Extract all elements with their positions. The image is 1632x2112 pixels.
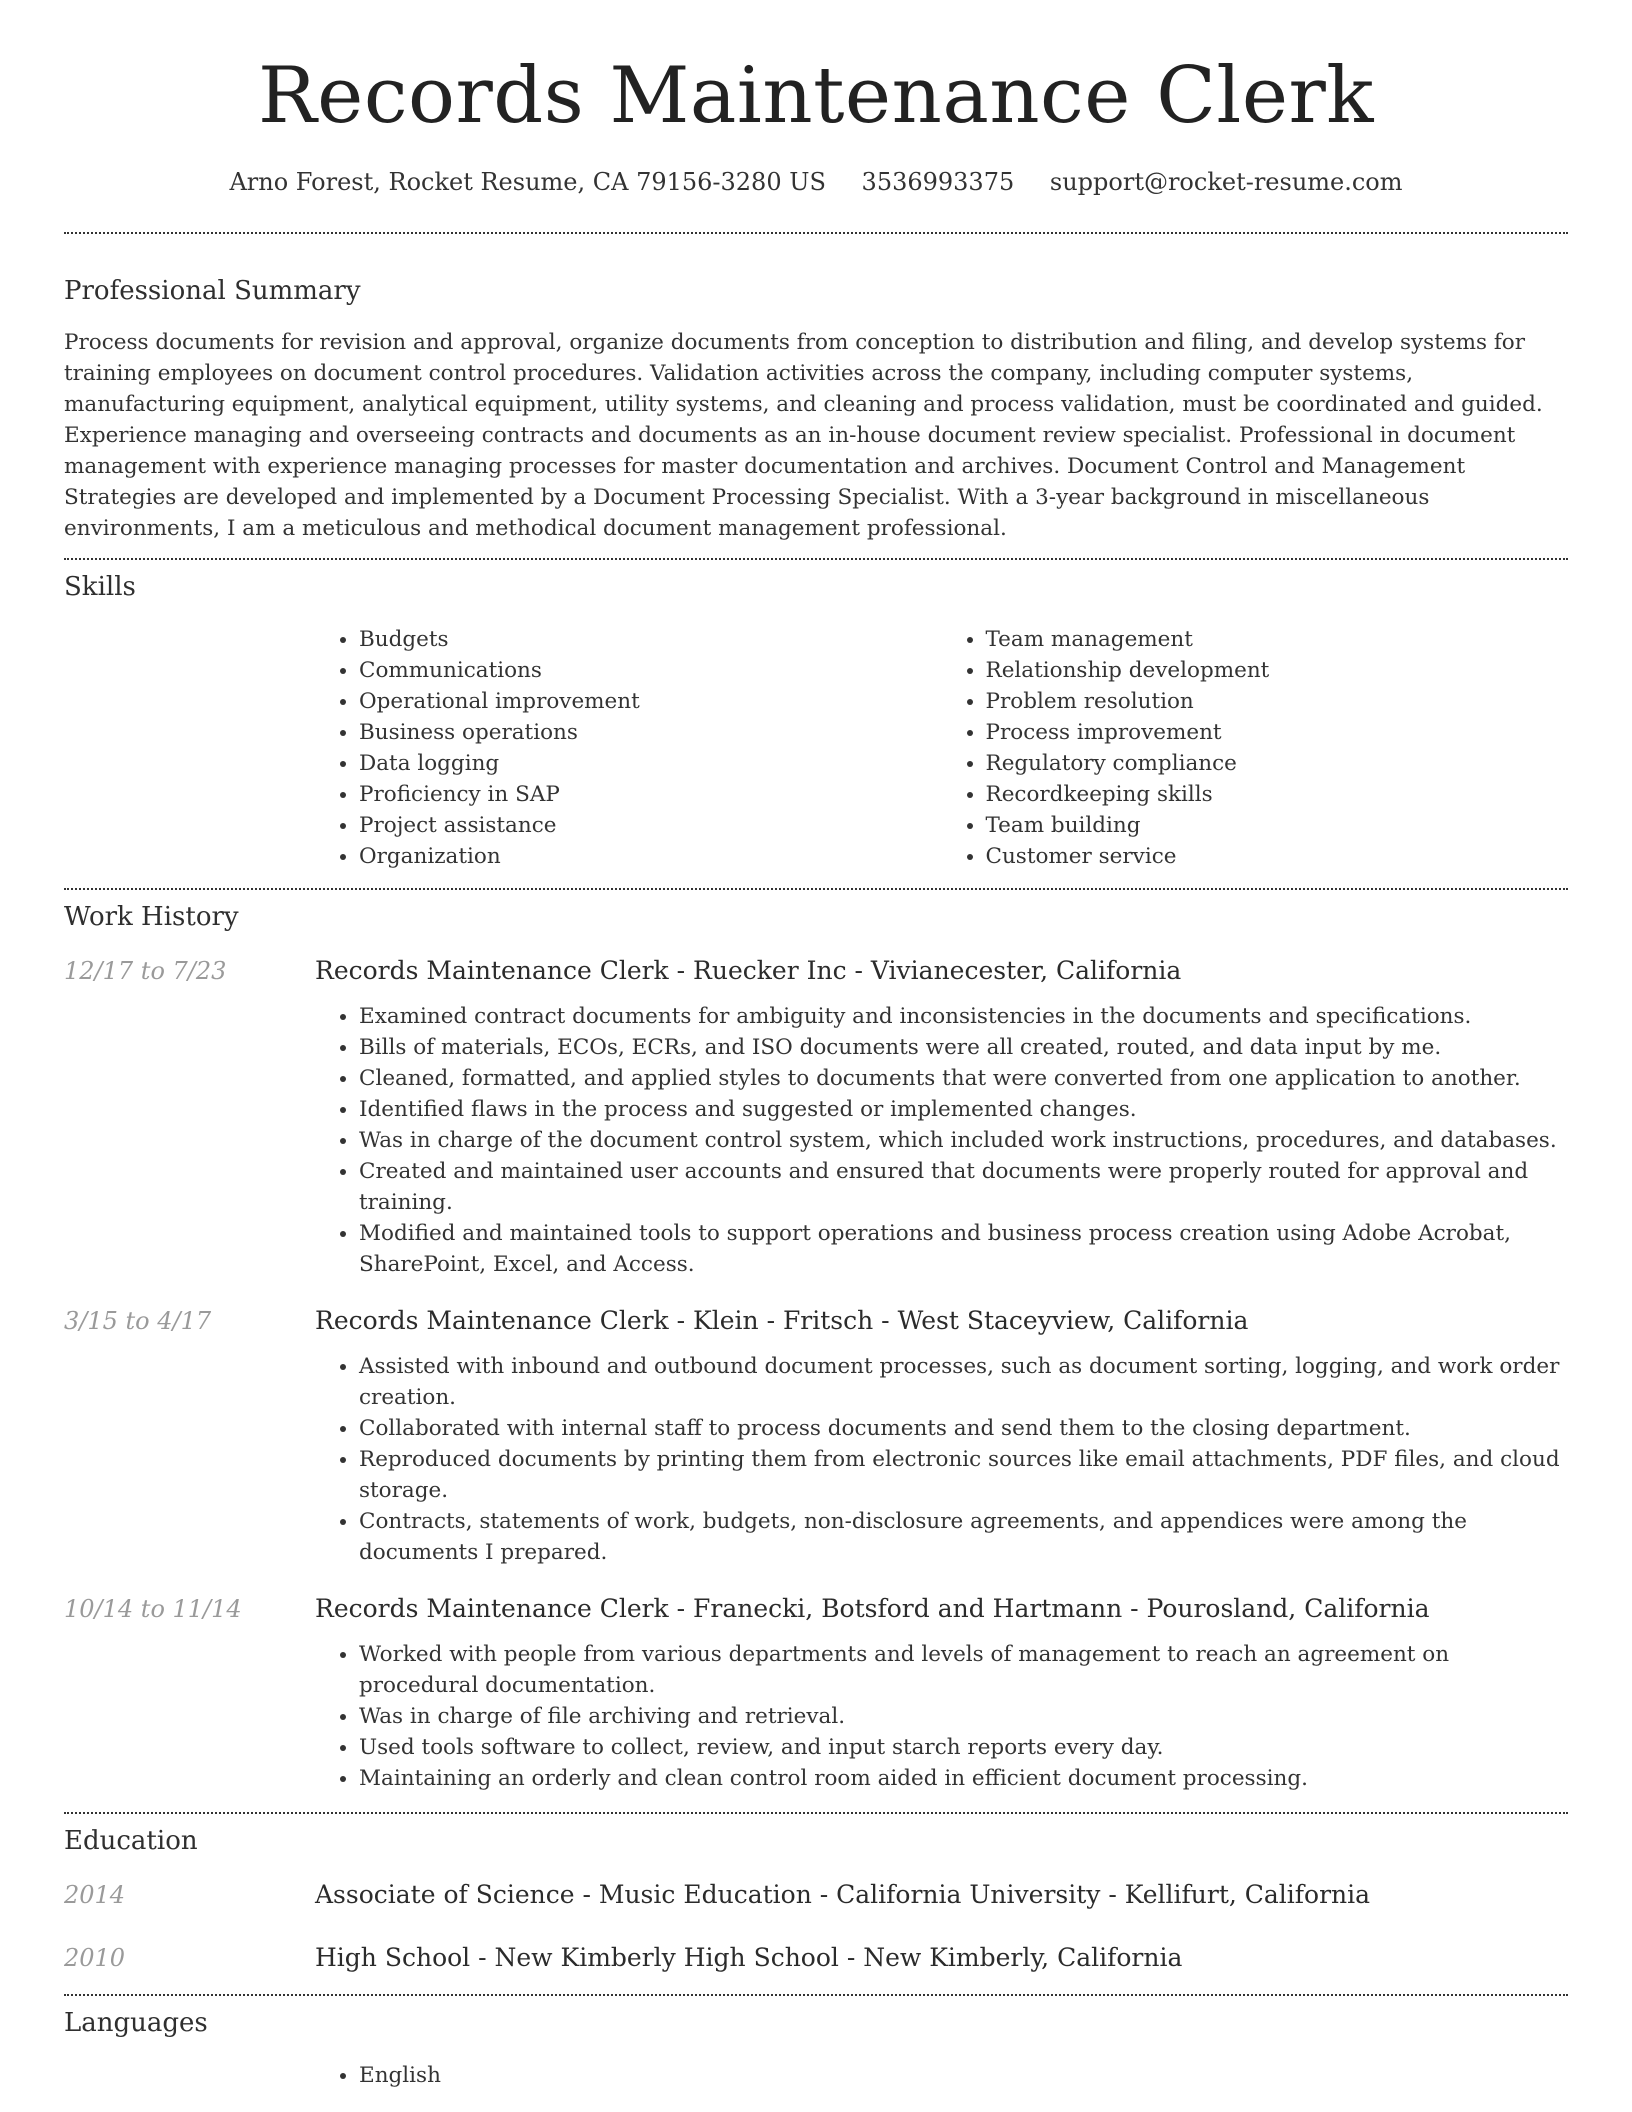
section-divider — [64, 1812, 1568, 1814]
job-entry — [64, 1306, 1568, 1568]
skill-item: • Project assistance — [359, 810, 942, 841]
skill-item: • Team building — [986, 810, 1569, 841]
section-divider — [64, 232, 1568, 234]
resume-page — [64, 0, 1568, 2091]
summary-section — [64, 276, 1568, 544]
skill-item: • Problem resolution — [986, 686, 1569, 717]
job-bullet: • Identified flaws in the process and suggested or implemented changes. — [359, 1094, 1568, 1125]
skill-item: • Customer service — [986, 841, 1569, 872]
job-bullet: • Bills of materials, ECOs, ECRs, and ISO documents were all created, routed, and data input by me. — [359, 1032, 1568, 1063]
skill-item: • Business operations — [359, 717, 942, 748]
skill-item: • Recordkeeping skills — [986, 779, 1569, 810]
job-header — [64, 1594, 1568, 1623]
job-bullet: • Assisted with inbound and outbound document processes, such as document sorting, logging, and work order creation. — [359, 1351, 1568, 1413]
skill-item: • Operational improvement — [359, 686, 942, 717]
job-bullet: • Maintaining an orderly and clean control room aided in efficient document processing. — [359, 1763, 1568, 1794]
job-dates: 12/17 to 7/23 — [64, 956, 227, 985]
skills-heading: Skills — [64, 571, 136, 602]
education-entry — [64, 1880, 1568, 1909]
skill-item: • Budgets — [359, 624, 942, 655]
job-header — [64, 956, 1568, 985]
languages-list — [315, 2060, 1568, 2091]
skill-item: • Team management — [986, 624, 1569, 655]
education-heading-line: Associate of Science - Music Education - California University - Kellifurt, California — [315, 1879, 1371, 1909]
job-bullet: • Contracts, statements of work, budgets, non-disclosure agreements, and appendices were among the documents I prepared. — [359, 1506, 1568, 1568]
job-bullets — [315, 1639, 1568, 1794]
language-item: • English — [359, 2060, 1568, 2091]
education-year: 2014 — [64, 1880, 126, 1909]
job-bullet: • Worked with people from various departments and levels of management to reach an agreement on procedural documentation. — [359, 1639, 1568, 1701]
summary-heading: Professional Summary — [64, 275, 361, 306]
skill-item: • Proficiency in SAP — [359, 779, 942, 810]
languages-section — [64, 2008, 1568, 2091]
job-heading: Records Maintenance Clerk - Klein - Fritsch - West Staceyview, California — [315, 1305, 1249, 1335]
skills-list-left — [315, 624, 942, 872]
skill-item: • Process improvement — [986, 717, 1569, 748]
job-heading: Records Maintenance Clerk - Ruecker Inc - Vivianecester, California — [315, 955, 1182, 985]
contact-line — [64, 168, 1568, 196]
job-header — [64, 1306, 1568, 1335]
job-bullet: • Was in charge of the document control system, which included work instructions, procedures, and databases. — [359, 1125, 1568, 1156]
job-dates: 3/15 to 4/17 — [64, 1306, 212, 1335]
job-bullets — [315, 1001, 1568, 1280]
job-bullet: • Created and maintained user accounts and ensured that documents were properly routed for approval and training. — [359, 1156, 1568, 1218]
education-entry — [64, 1943, 1568, 1972]
skill-item: • Regulatory compliance — [986, 748, 1569, 779]
education-section — [64, 1826, 1568, 1972]
education-year: 2010 — [64, 1943, 126, 1972]
job-dates: 10/14 to 11/14 — [64, 1594, 242, 1623]
languages-heading: Languages — [64, 2007, 208, 2038]
education-heading: Education — [64, 1825, 198, 1856]
skills-columns — [315, 624, 1568, 872]
skills-section — [64, 572, 1568, 872]
contact-phone: 3536993375 — [861, 167, 1015, 196]
job-bullet: • Cleaned, formatted, and applied styles to documents that were converted from one application to another. — [359, 1063, 1568, 1094]
work-history-heading: Work History — [64, 901, 239, 932]
job-entry — [64, 1594, 1568, 1794]
work-history-section — [64, 902, 1568, 1794]
job-bullet: • Was in charge of file archiving and retrieval. — [359, 1701, 1568, 1732]
job-bullets — [315, 1351, 1568, 1568]
job-bullet: • Collaborated with internal staff to process documents and send them to the closing department. — [359, 1413, 1568, 1444]
job-bullet: • Modified and maintained tools to support operations and business process creation using Adobe Acrobat, SharePoint, Excel, and Access. — [359, 1218, 1568, 1280]
skill-item: • Relationship development — [986, 655, 1569, 686]
section-divider — [64, 558, 1568, 560]
skill-item: • Organization — [359, 841, 942, 872]
section-divider — [64, 1994, 1568, 1996]
job-bullet: • Used tools software to collect, review, and input starch reports every day. — [359, 1732, 1568, 1763]
job-entry — [64, 956, 1568, 1280]
job-bullet: • Examined contract documents for ambiguity and inconsistencies in the documents and specifications. — [359, 1001, 1568, 1032]
skill-item: • Data logging — [359, 748, 942, 779]
skills-list-right — [942, 624, 1569, 872]
education-heading-line: High School - New Kimberly High School - New Kimberly, California — [315, 1942, 1183, 1972]
resume-name: Records Maintenance Clerk — [257, 51, 1375, 141]
skill-item: • Communications — [359, 655, 942, 686]
job-bullet: • Reproduced documents by printing them from electronic sources like email attachments, PDF files, and cloud storage. — [359, 1444, 1568, 1506]
summary-text: Process documents for revision and approval, organize documents from conception to distribution and filing, and develop systems for training employees on document control procedures. Validation activities across the company, including computer systems, manufacturing equipment, analytical equipment, utility systems, and cleaning and process validation, must be coordinated and guided. Experience managing and overseeing contracts and documents as an in-house document review specialist. Professional in document management with experience managing processes for master documentation and archives. Document Control and Management Strategies are developed and implemented by a Document Processing Specialist. With a 3-year background in miscellaneous environments, I am a meticulous and methodical document management professional. — [64, 329, 1543, 541]
contact-email: support@rocket-resume.com — [1049, 167, 1403, 196]
section-divider — [64, 888, 1568, 890]
job-heading: Records Maintenance Clerk - Franecki, Botsford and Hartmann - Pourosland, California — [315, 1593, 1430, 1623]
contact-address: Arno Forest, Rocket Resume, CA 79156-3280 US — [229, 167, 826, 196]
